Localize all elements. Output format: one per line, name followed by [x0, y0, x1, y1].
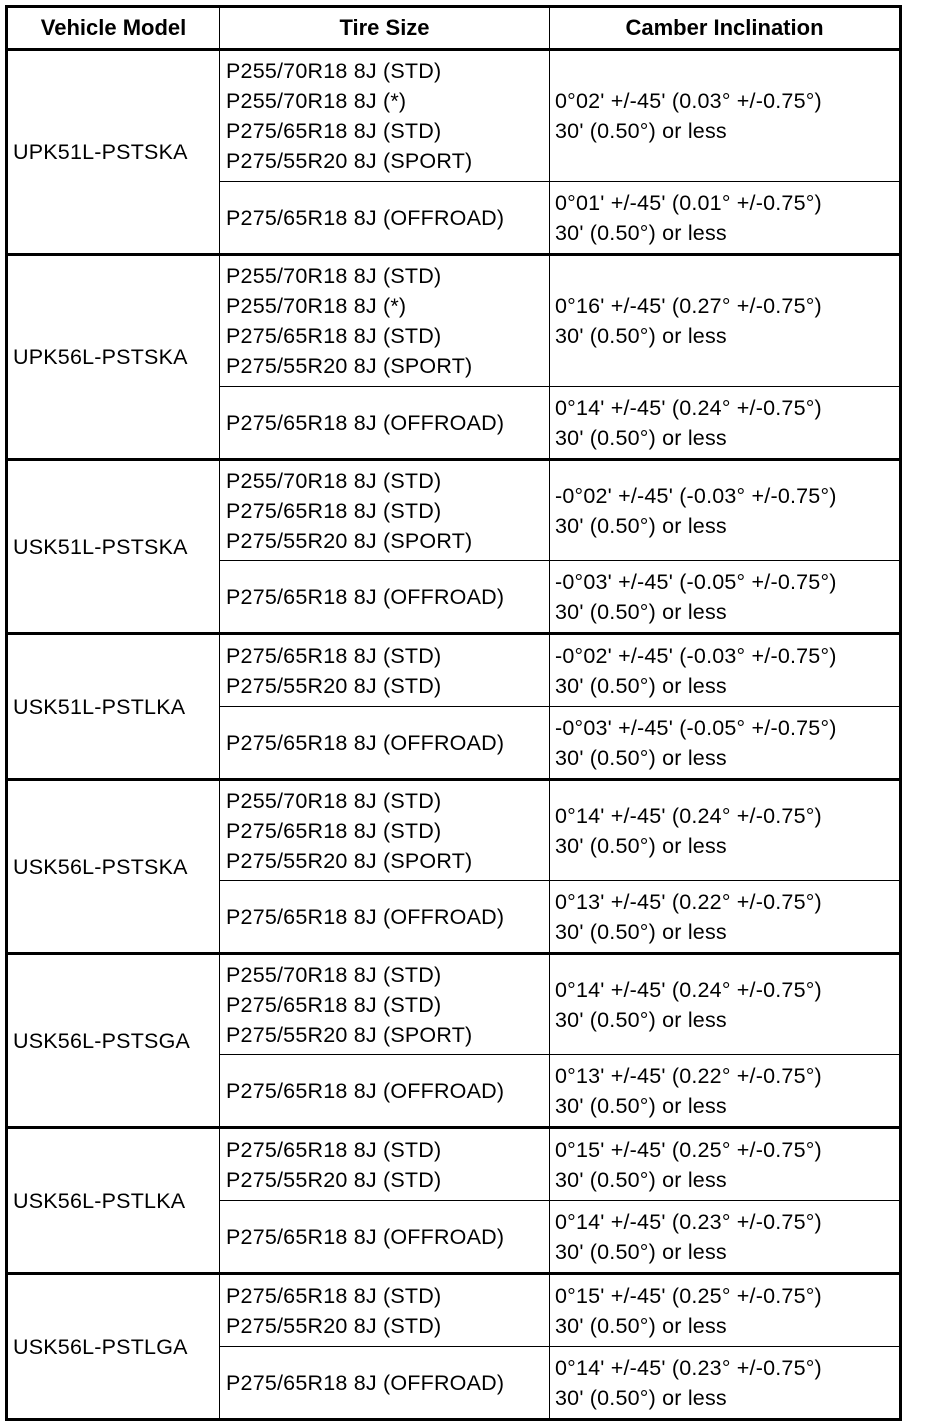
camber-limit: 30' (0.50°) or less: [555, 1093, 727, 1118]
camber-limit: 30' (0.50°) or less: [555, 599, 727, 624]
camber-cell: [550, 1128, 901, 1201]
tire-size-line: P275/55R20 8J (SPORT): [226, 149, 473, 173]
tire-size-line: P275/65R18 8J (STD): [226, 643, 442, 668]
camber-value: 0°16' +/-45' (0.27° +/-0.75°): [555, 294, 822, 318]
vehicle-model-cell: USK51L-PSTLKA: [7, 634, 220, 780]
camber-limit: 30' (0.50°) or less: [555, 833, 727, 858]
tire-size-line: P255/70R18 8J (STD): [226, 59, 442, 83]
camber-limit: 30' (0.50°) or less: [555, 673, 727, 698]
tire-size-line: P255/70R18 8J (STD): [226, 468, 442, 493]
tire-size-cell: [220, 1274, 550, 1347]
tire-size-cell: [220, 634, 550, 707]
camber-spec-table: [5, 5, 902, 1421]
camber-value: 0°14' +/-45' (0.24° +/-0.75°): [555, 803, 822, 828]
tire-size-cell: [220, 182, 550, 255]
vehicle-model-cell: USK56L-PSTLGA: [7, 1274, 220, 1420]
vehicle-model-cell: UPK51L-PSTSKA: [7, 50, 220, 255]
header-camber-inclination: Camber Inclination: [550, 7, 901, 50]
tire-size-line: P275/55R20 8J (SPORT): [226, 848, 473, 873]
table-row: [7, 954, 901, 1055]
tire-size-line: P275/65R18 8J (STD): [226, 324, 442, 348]
tire-size-line: P275/65R18 8J (OFFROAD): [226, 1078, 505, 1103]
tire-size-cell: [220, 1055, 550, 1128]
tire-size-line: P275/65R18 8J (OFFROAD): [226, 205, 505, 230]
camber-cell: [550, 707, 901, 780]
camber-value: 0°14' +/-45' (0.23° +/-0.75°): [555, 1355, 822, 1380]
camber-cell: [550, 1055, 901, 1128]
tire-size-line: P275/55R20 8J (SPORT): [226, 528, 473, 553]
camber-cell: [550, 561, 901, 634]
tire-size-line: P275/65R18 8J (STD): [226, 818, 442, 843]
tire-size-cell: [220, 1128, 550, 1201]
tire-size-line: P275/55R20 8J (STD): [226, 1167, 442, 1192]
camber-limit: 30' (0.50°) or less: [555, 425, 727, 450]
tire-size-cell: [220, 561, 550, 634]
tire-size-line: P275/65R18 8J (OFFROAD): [226, 730, 505, 755]
tire-size-line: P275/55R20 8J (STD): [226, 1313, 442, 1338]
tire-size-line: P255/70R18 8J (STD): [226, 962, 442, 987]
camber-limit: 30' (0.50°) or less: [555, 919, 727, 944]
camber-limit: 30' (0.50°) or less: [555, 1313, 727, 1338]
camber-limit: 30' (0.50°) or less: [555, 1239, 727, 1264]
tire-size-line: P275/65R18 8J (STD): [226, 1283, 442, 1308]
tire-size-cell: [220, 387, 550, 460]
tire-size-line: P255/70R18 8J (*): [226, 294, 407, 318]
table-body: [7, 50, 901, 1420]
tire-size-line: P275/55R20 8J (SPORT): [226, 1022, 473, 1047]
tire-size-line: P275/55R20 8J (STD): [226, 673, 442, 698]
tire-size-line: P275/65R18 8J (STD): [226, 992, 442, 1017]
tire-size-line: P275/65R18 8J (OFFROAD): [226, 410, 505, 435]
tire-size-cell: [220, 460, 550, 561]
tire-size-line: P255/70R18 8J (STD): [226, 788, 442, 813]
camber-cell: [550, 387, 901, 460]
camber-cell: [550, 881, 901, 954]
camber-limit: 30' (0.50°) or less: [555, 119, 727, 143]
camber-cell: [550, 460, 901, 561]
tire-size-line: P255/70R18 8J (STD): [226, 264, 442, 288]
camber-cell: [550, 954, 901, 1055]
camber-limit: 30' (0.50°) or less: [555, 1007, 727, 1032]
camber-cell: [550, 1201, 901, 1274]
tire-size-line: P275/65R18 8J (STD): [226, 498, 442, 523]
tire-size-line: P255/70R18 8J (*): [226, 89, 407, 113]
tire-size-cell: [220, 50, 550, 182]
camber-limit: 30' (0.50°) or less: [555, 220, 727, 245]
vehicle-model-cell: USK56L-PSTSKA: [7, 780, 220, 954]
camber-cell: [550, 255, 901, 387]
camber-limit: 30' (0.50°) or less: [555, 324, 727, 348]
camber-value: -0°03' +/-45' (-0.05° +/-0.75°): [555, 715, 837, 740]
tire-size-cell: [220, 881, 550, 954]
camber-value: 0°02' +/-45' (0.03° +/-0.75°): [555, 89, 822, 113]
vehicle-model-cell: UPK56L-PSTSKA: [7, 255, 220, 460]
tire-size-line: P275/55R20 8J (SPORT): [226, 354, 473, 378]
camber-value: -0°02' +/-45' (-0.03° +/-0.75°): [555, 483, 837, 508]
tire-size-cell: [220, 1201, 550, 1274]
tire-size-cell: [220, 954, 550, 1055]
vehicle-model-cell: USK56L-PSTSGA: [7, 954, 220, 1128]
tire-size-line: P275/65R18 8J (STD): [226, 1137, 442, 1162]
camber-cell: [550, 1347, 901, 1420]
tire-size-line: P275/65R18 8J (OFFROAD): [226, 1224, 505, 1249]
header-row: [7, 7, 901, 50]
table-row: [7, 1128, 901, 1201]
camber-cell: [550, 50, 901, 182]
tire-size-line: P275/65R18 8J (OFFROAD): [226, 904, 505, 929]
camber-cell: [550, 634, 901, 707]
tire-size-cell: [220, 780, 550, 881]
tire-size-line: P275/65R18 8J (OFFROAD): [226, 584, 505, 609]
camber-value: 0°14' +/-45' (0.24° +/-0.75°): [555, 977, 822, 1002]
tire-size-cell: [220, 707, 550, 780]
tire-size-line: P275/65R18 8J (STD): [226, 119, 442, 143]
tire-size-line: P275/65R18 8J (OFFROAD): [226, 1370, 505, 1395]
table-row: [7, 255, 901, 387]
camber-value: -0°02' +/-45' (-0.03° +/-0.75°): [555, 643, 837, 668]
vehicle-model-cell: USK51L-PSTSKA: [7, 460, 220, 634]
vehicle-model-cell: USK56L-PSTLKA: [7, 1128, 220, 1274]
table-row: [7, 50, 901, 182]
header-tire-size: Tire Size: [220, 7, 550, 50]
camber-value: 0°14' +/-45' (0.24° +/-0.75°): [555, 395, 822, 420]
table-row: [7, 780, 901, 881]
table-row: [7, 634, 901, 707]
camber-limit: 30' (0.50°) or less: [555, 513, 727, 538]
camber-cell: [550, 780, 901, 881]
camber-limit: 30' (0.50°) or less: [555, 1167, 727, 1192]
table-row: [7, 460, 901, 561]
camber-limit: 30' (0.50°) or less: [555, 1385, 727, 1410]
camber-value: 0°13' +/-45' (0.22° +/-0.75°): [555, 889, 822, 914]
camber-limit: 30' (0.50°) or less: [555, 745, 727, 770]
camber-cell: [550, 182, 901, 255]
table-row: [7, 1274, 901, 1347]
camber-cell: [550, 1274, 901, 1347]
camber-value: 0°13' +/-45' (0.22° +/-0.75°): [555, 1063, 822, 1088]
camber-value: 0°15' +/-45' (0.25° +/-0.75°): [555, 1137, 822, 1162]
tire-size-cell: [220, 1347, 550, 1420]
tire-size-cell: [220, 255, 550, 387]
camber-value: 0°01' +/-45' (0.01° +/-0.75°): [555, 190, 822, 215]
camber-value: -0°03' +/-45' (-0.05° +/-0.75°): [555, 569, 837, 594]
header-vehicle-model: Vehicle Model: [7, 7, 220, 50]
camber-value: 0°14' +/-45' (0.23° +/-0.75°): [555, 1209, 822, 1234]
camber-value: 0°15' +/-45' (0.25° +/-0.75°): [555, 1283, 822, 1308]
